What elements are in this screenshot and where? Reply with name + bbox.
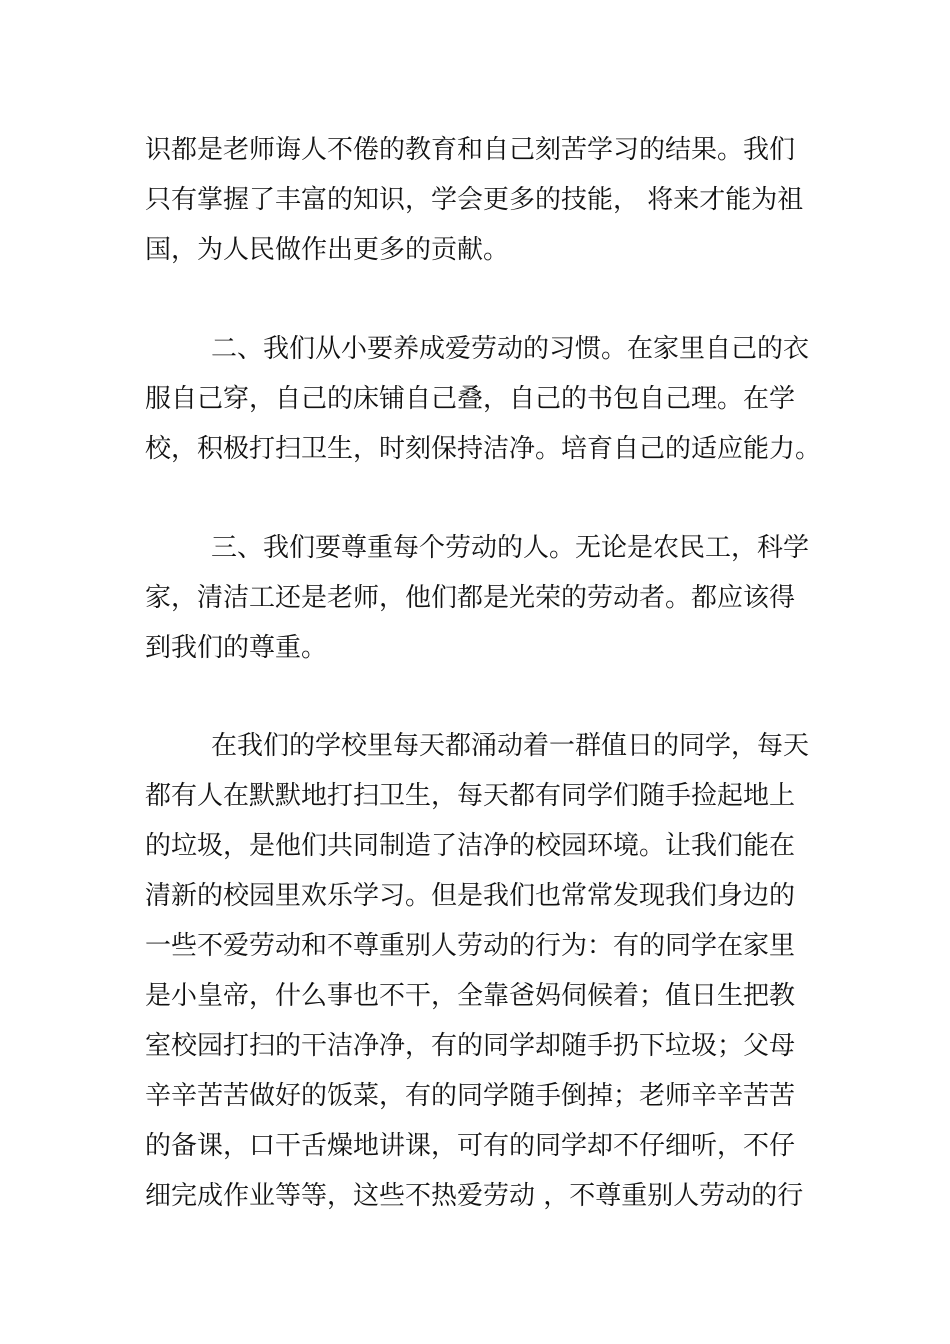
paragraph-line: 是小皇帝，什么事也不干，全靠爸妈伺候着；值日生把教 [145,981,796,1011]
paragraph-line: 的垃圾，是他们共同制造了洁净的校园环境。让我们能在 [145,831,796,861]
paragraph-line: 的备课，口干舌燥地讲课，可有的同学却不仔细听，不仔 [145,1131,796,1161]
paragraph-line: 一些不爱劳动和不尊重别人劳动的行为：有的同学在家里 [145,931,796,961]
paragraph-line: 辛辛苦苦做好的饭菜，有的同学随手倒掉；老师辛辛苦苦 [145,1081,796,1111]
paragraph-line: 服自己穿，自己的床铺自己叠，自己的书包自己理。在学 [145,384,796,414]
paragraph-line: 到我们的尊重。 [145,633,328,663]
paragraph-line: 三、我们要尊重每个劳动的人。无论是农民工，科学 [211,533,810,563]
paragraph-line: 都有人在默默地打扫卫生，每天都有同学们随手捡起地上 [145,781,796,811]
paragraph-line: 国，为人民做作出更多的贡献。 [145,235,510,265]
paragraph-line: 二、我们从小要养成爱劳动的习惯。在家里自己的衣 [211,334,810,364]
paragraph-line: 校，积极打扫卫生，时刻保持洁净。培育自己的适应能力。 [145,434,822,464]
paragraph-line: 在我们的学校里每天都涌动着一群值日的同学，每天 [211,731,810,761]
paragraph-line: 室校园打扫的干洁净净，有的同学却随手扔下垃圾；父母 [145,1031,796,1061]
paragraph-line: 只有掌握了丰富的知识，学会更多的技能， 将来才能为祖 [145,185,804,215]
paragraph-3 [145,523,815,673]
paragraph-line: 家，清洁工还是老师，他们都是光荣的劳动者。都应该得 [145,583,796,613]
paragraph-4 [145,721,815,1221]
paragraph-1 [145,125,815,275]
paragraph-line: 清新的校园里欢乐学习。但是我们也常常发现我们身边的 [145,881,796,911]
paragraph-line: 识都是老师诲人不倦的教育和自己刻苦学习的结果。我们 [145,135,796,165]
paragraph-line: 细完成作业等等，这些不热爱劳动 ，不尊重别人劳动的行 [145,1181,804,1211]
paragraph-2 [145,324,822,474]
